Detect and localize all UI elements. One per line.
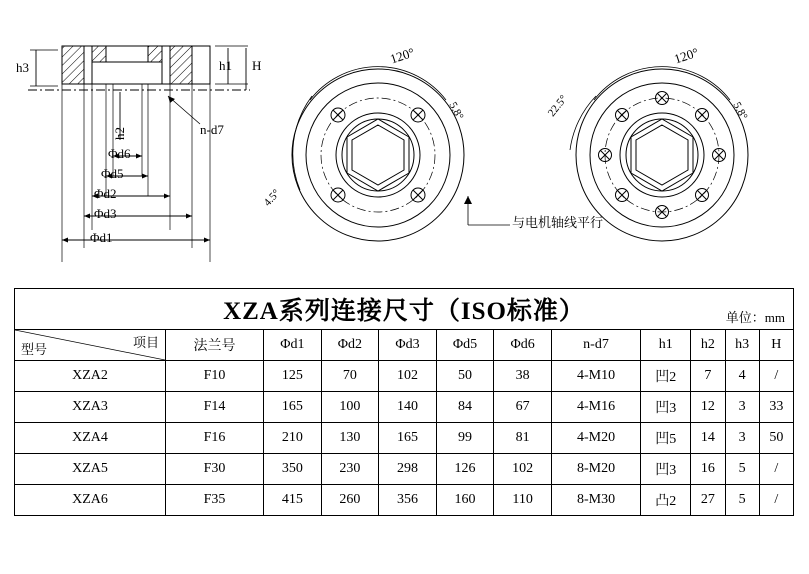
cell-h2: 7 xyxy=(691,361,725,392)
cell-n-d7: 4-M16 xyxy=(551,392,640,423)
header-d6: Φd6 xyxy=(494,330,552,361)
cell-h3: 3 xyxy=(725,423,759,454)
cell-d3: 356 xyxy=(379,485,437,516)
label-d1: Φd1 xyxy=(90,230,113,245)
label-h3: h3 xyxy=(16,60,29,75)
section-view xyxy=(28,46,250,262)
cell-d6: 67 xyxy=(494,392,552,423)
cell-flange: F10 xyxy=(166,361,264,392)
cell-h3: 5 xyxy=(725,454,759,485)
cell-d2: 70 xyxy=(321,361,379,392)
cell-d1: 165 xyxy=(264,392,322,423)
header-d3: Φd3 xyxy=(379,330,437,361)
table-row xyxy=(15,392,794,423)
header-d1: Φd1 xyxy=(264,330,322,361)
spec-table-wrapper xyxy=(14,288,794,516)
table-title-cell xyxy=(15,289,794,330)
cell-d3: 165 xyxy=(379,423,437,454)
table-header-row xyxy=(15,330,794,361)
cell-flange: F14 xyxy=(166,392,264,423)
label-h2: h2 xyxy=(112,127,127,140)
row-model: XZA2 xyxy=(15,361,166,392)
header-h2: h2 xyxy=(691,330,725,361)
table-row xyxy=(15,454,794,485)
cell-H: 33 xyxy=(759,392,793,423)
cell-d6: 110 xyxy=(494,485,552,516)
label-angle-45-left: 4.5° xyxy=(261,187,283,209)
unit-value: mm xyxy=(764,310,785,325)
drawing-canvas xyxy=(0,0,809,285)
cell-d6: 102 xyxy=(494,454,552,485)
cell-d1: 210 xyxy=(264,423,322,454)
cell-h3: 5 xyxy=(725,485,759,516)
label-angle-120-left: 120° xyxy=(388,44,417,67)
cell-d5: 160 xyxy=(436,485,494,516)
table-title: XZA系列连接尺寸（ISO标准） xyxy=(223,298,585,325)
cell-d2: 100 xyxy=(321,392,379,423)
cell-h2: 27 xyxy=(691,485,725,516)
header-n-d7: n-d7 xyxy=(551,330,640,361)
cell-n-d7: 8-M20 xyxy=(551,454,640,485)
cell-d5: 99 xyxy=(436,423,494,454)
cell-d2: 130 xyxy=(321,423,379,454)
cell-n-d7: 8-M30 xyxy=(551,485,640,516)
cell-d5: 50 xyxy=(436,361,494,392)
cell-d1: 415 xyxy=(264,485,322,516)
label-d3: Φd3 xyxy=(94,206,117,221)
cell-h1: 凹3 xyxy=(641,392,691,423)
cell-d1: 125 xyxy=(264,361,322,392)
technical-drawing xyxy=(0,0,809,280)
label-d6: Φd6 xyxy=(108,146,131,161)
header-d5: Φd5 xyxy=(436,330,494,361)
cell-h1: 凹5 xyxy=(641,423,691,454)
cell-h3: 4 xyxy=(725,361,759,392)
cell-h2: 14 xyxy=(691,423,725,454)
label-H: H xyxy=(252,58,262,73)
cell-d6: 38 xyxy=(494,361,552,392)
cell-flange: F16 xyxy=(166,423,264,454)
table-row xyxy=(15,423,794,454)
cell-flange: F35 xyxy=(166,485,264,516)
cell-d2: 260 xyxy=(321,485,379,516)
label-angle-225-right: 22.5° xyxy=(545,92,570,120)
label-d2: Φd2 xyxy=(94,186,117,201)
cell-n-d7: 4-M10 xyxy=(551,361,640,392)
header-h1: h1 xyxy=(641,330,691,361)
cell-h1: 凸2 xyxy=(641,485,691,516)
cell-h3: 3 xyxy=(725,392,759,423)
row-model: XZA6 xyxy=(15,485,166,516)
label-d5: Φd5 xyxy=(101,166,124,181)
cell-d3: 298 xyxy=(379,454,437,485)
row-model: XZA3 xyxy=(15,392,166,423)
cell-flange: F30 xyxy=(166,454,264,485)
unit-label: 单位： xyxy=(725,310,765,325)
row-model: XZA4 xyxy=(15,423,166,454)
cell-d5: 126 xyxy=(436,454,494,485)
cell-h1: 凹2 xyxy=(641,361,691,392)
cell-h1: 凹3 xyxy=(641,454,691,485)
corner-model-label: 型号 xyxy=(21,342,48,357)
table-corner-cell xyxy=(15,330,166,361)
flange-view-4hole xyxy=(292,67,510,241)
label-h1: h1 xyxy=(219,58,232,73)
header-d2: Φd2 xyxy=(321,330,379,361)
header-h3: h3 xyxy=(725,330,759,361)
row-model: XZA5 xyxy=(15,454,166,485)
table-unit xyxy=(726,307,785,326)
label-angle-58-left: 5.8° xyxy=(446,100,466,122)
cell-d3: 140 xyxy=(379,392,437,423)
cell-H: / xyxy=(759,485,793,516)
header-H: H xyxy=(759,330,793,361)
table-row xyxy=(15,485,794,516)
cell-h2: 12 xyxy=(691,392,725,423)
cell-d2: 230 xyxy=(321,454,379,485)
cell-d5: 84 xyxy=(436,392,494,423)
cell-H: 50 xyxy=(759,423,793,454)
cell-H: / xyxy=(759,361,793,392)
cell-d6: 81 xyxy=(494,423,552,454)
table-row xyxy=(15,361,794,392)
cell-h2: 16 xyxy=(691,454,725,485)
label-parallel-note: 与电机轴线平行 xyxy=(512,215,604,230)
label-angle-120-right: 120° xyxy=(672,44,701,67)
corner-item-label: 项目 xyxy=(132,335,159,350)
cell-d1: 350 xyxy=(264,454,322,485)
cell-d3: 102 xyxy=(379,361,437,392)
label-n-d7: n-d7 xyxy=(200,122,224,137)
spec-table xyxy=(14,288,794,516)
table-title-row xyxy=(15,289,794,330)
header-flange: 法兰号 xyxy=(166,330,264,361)
cell-H: / xyxy=(759,454,793,485)
label-angle-58-right: 5.8° xyxy=(730,100,750,122)
cell-n-d7: 4-M20 xyxy=(551,423,640,454)
